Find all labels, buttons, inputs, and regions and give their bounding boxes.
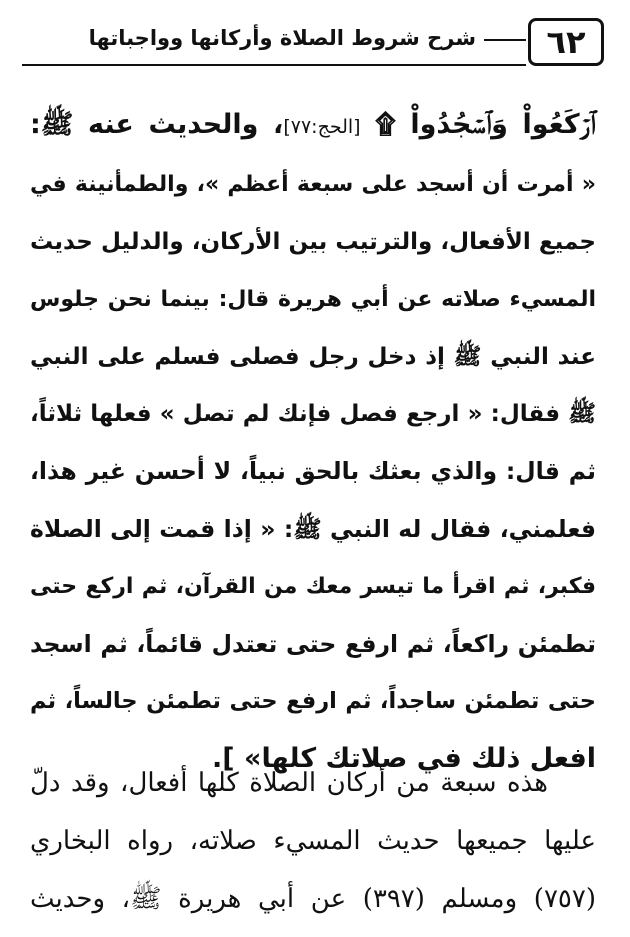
text-line: جميع الأفعال، والترتيب بين الأركان، والدليل حديث xyxy=(30,228,596,255)
text-line: تطمئن راكعاً، ثم ارفع حتى تعتدل قائماً، ثم اسجد xyxy=(30,629,596,658)
text-line: (٧٥٧) ومسلم (٣٩٧) عن أبي هريرة ﷺ، وحديث xyxy=(30,884,596,914)
running-title: شرح شروط الصلاة وأركانها وواجباتها xyxy=(88,26,476,50)
commentary-text-block xyxy=(30,754,596,928)
text-line: فكبر، ثم اقرأ ما تيسر معك من القرآن، ثم اركع حتى xyxy=(30,574,596,600)
text-line: « أمرت أن أسجد على سبعة أعظم »، والطمأنينة في xyxy=(30,172,596,198)
header-rule-underline xyxy=(22,64,526,66)
page-number: ٦٢ xyxy=(528,18,604,66)
text-line-continuation: ، والحديث عنه ﷺ: xyxy=(30,109,284,140)
quran-verse: ٱرۡكَعُواْ وَٱسۡجُدُواْ ۩ xyxy=(360,109,596,140)
text-line: المسيء صلاته عن أبي هريرة قال: بينما نحن جلوس xyxy=(30,287,596,313)
page-header xyxy=(22,14,612,74)
text-line: ثم قال: والذي بعثك بالحق نبياً، لا أحسن غير هذا، xyxy=(30,457,596,486)
text-line: هذه سبعة من أركان الصلاة كلها أفعال، وقد دلّ xyxy=(30,768,548,798)
text-line: حتى تطمئن ساجداً، ثم ارفع حتى تطمئن جالساً، ثم xyxy=(30,688,596,715)
text-line: ﷺ فقال: « ارجع فصل فإنك لم تصل » فعلها ثلاثاً، xyxy=(30,401,596,428)
text-line xyxy=(30,96,596,156)
text-line: افعل ذلك في صلاتك كلها» ]. xyxy=(212,743,596,775)
verse-reference: [الحج:٧٧] xyxy=(283,116,361,138)
quoted-text-block xyxy=(30,96,596,788)
text-line: عليها جميعها حديث المسيء صلاته، رواه البخاري xyxy=(30,826,596,856)
header-rule-short xyxy=(484,39,526,41)
text-line: فعلمني، فقال له النبي ﷺ: « إذا قمت إلى الصلاة xyxy=(30,514,596,543)
text-line: عند النبي ﷺ إذ دخل رجل فصلى فسلم على النبي xyxy=(30,343,596,370)
